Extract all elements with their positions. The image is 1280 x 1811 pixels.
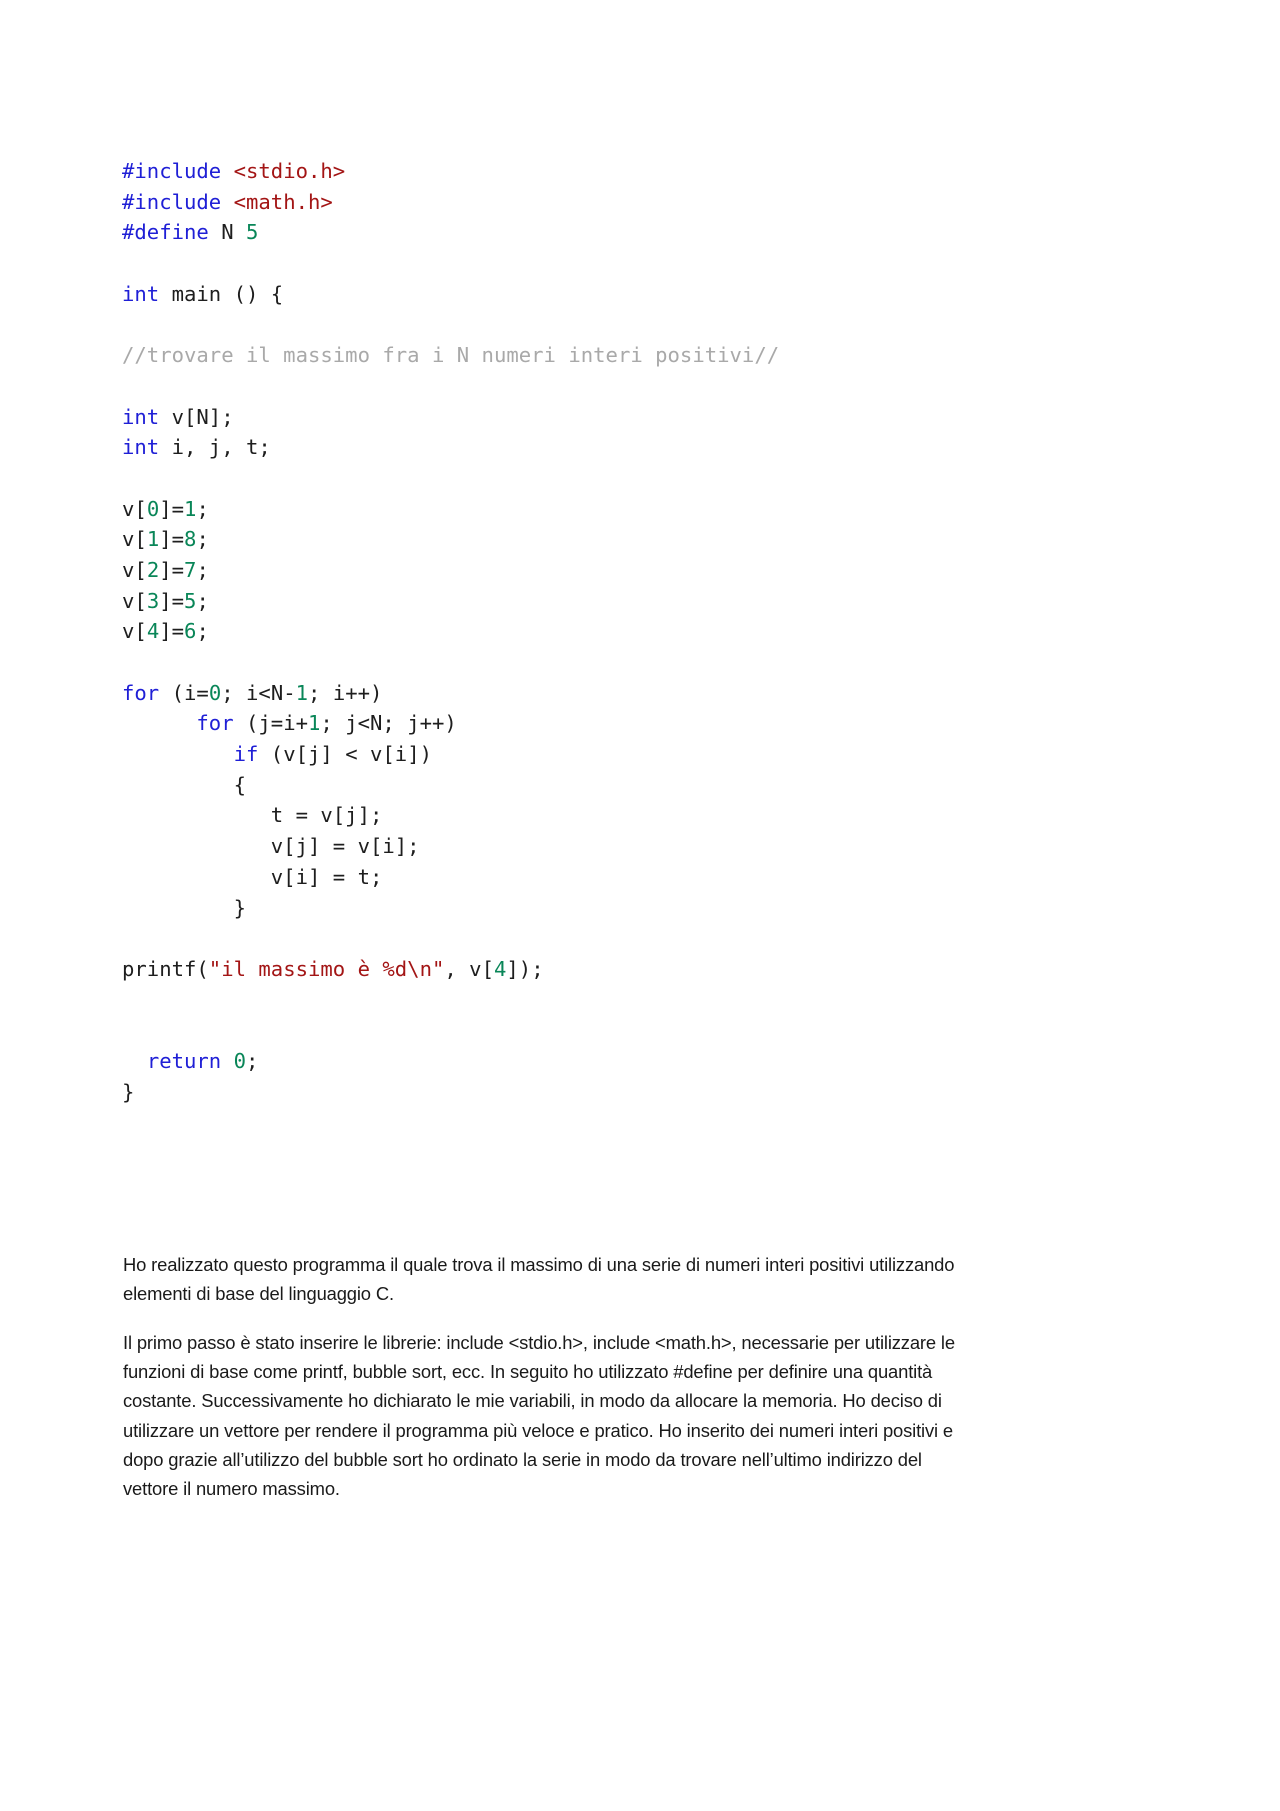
code-token-txt: , v[ xyxy=(444,956,494,981)
code-token-txt: ; xyxy=(196,588,209,613)
paragraph-line: costante. Successivamente ho dichiarato le mie variabili, in modo da allocare la memoria. Ho deciso di xyxy=(123,1390,942,1412)
code-token-num: 6 xyxy=(184,619,197,644)
code-token-pp: #include xyxy=(122,159,234,183)
code-line xyxy=(122,647,779,678)
code-token-txt xyxy=(221,1049,233,1073)
code-token-txt: v[ xyxy=(122,527,147,552)
code-token-num: 8 xyxy=(184,527,197,552)
code-line xyxy=(122,371,779,402)
code-token-txt: ]= xyxy=(159,619,185,644)
code-token-num: 4 xyxy=(146,619,160,644)
code-line xyxy=(122,831,779,862)
code-token-txt: ; xyxy=(196,557,209,582)
code-token-num: 7 xyxy=(184,557,197,582)
code-token-kw: return xyxy=(146,1048,222,1073)
code-token-str: <stdio.h> xyxy=(233,159,346,183)
code-line xyxy=(122,463,779,494)
explanation-text xyxy=(123,1250,1163,1523)
code-line xyxy=(122,616,779,647)
code-line xyxy=(122,217,779,248)
code-line xyxy=(122,954,779,985)
code-token-txt: (j=i+ xyxy=(233,711,309,736)
code-token-txt xyxy=(122,1049,147,1073)
code-token-cmt: //trovare il massimo fra i N numeri interi positivi// xyxy=(122,343,780,368)
code-token-txt: main () { xyxy=(159,281,284,306)
paragraph-intro xyxy=(123,1250,1163,1308)
code-line xyxy=(122,739,779,770)
code-token-kw: int xyxy=(122,281,160,306)
code-line xyxy=(122,770,779,801)
code-token-txt xyxy=(122,711,196,735)
paragraph-line: vettore il numero massimo. xyxy=(123,1477,340,1499)
code-token-txt: v[ xyxy=(122,496,147,521)
code-line xyxy=(122,340,779,371)
code-line xyxy=(122,1015,779,1046)
code-token-pp: #define xyxy=(122,220,209,245)
code-token-txt: } xyxy=(122,1079,135,1104)
code-token-txt: v[ xyxy=(122,619,147,644)
code-token-num: 1 xyxy=(295,680,309,705)
code-line xyxy=(122,800,779,831)
code-token-num: 1 xyxy=(184,496,197,521)
code-token-num: 0 xyxy=(146,496,160,521)
code-token-txt: v[N]; xyxy=(159,404,234,429)
code-token-num: 0 xyxy=(208,680,222,705)
code-token-str: "il massimo è %d\n" xyxy=(208,956,445,981)
code-token-txt: v[j] = v[i]; xyxy=(122,834,420,859)
code-token-txt: v[ xyxy=(122,557,147,582)
code-line xyxy=(122,862,779,893)
code-listing xyxy=(122,156,779,1107)
code-line xyxy=(122,248,779,279)
code-token-num: 5 xyxy=(184,588,197,613)
code-line xyxy=(122,402,779,433)
code-token-kw: int xyxy=(122,435,160,460)
code-token-kw: for xyxy=(196,711,234,736)
code-token-txt: v[ xyxy=(122,588,147,613)
code-token-num: 2 xyxy=(146,557,160,582)
code-line xyxy=(122,923,779,954)
code-token-str: <math.h> xyxy=(233,189,333,214)
code-token-txt: N xyxy=(208,220,246,245)
code-line xyxy=(122,985,779,1016)
code-line xyxy=(122,1046,779,1077)
code-line xyxy=(122,708,779,739)
paragraph-line: Il primo passo è stato inserire le librerie: include <stdio.h>, include <math.h>, necessarie per utilizzare le xyxy=(123,1331,955,1353)
code-token-num: 1 xyxy=(308,711,321,736)
paragraph-line: elementi di base del linguaggio C. xyxy=(123,1283,394,1305)
code-line xyxy=(122,279,779,310)
code-line xyxy=(122,309,779,340)
code-token-txt: } xyxy=(122,895,246,920)
code-token-pp: #include xyxy=(122,189,234,214)
code-token-kw: int xyxy=(122,404,160,429)
code-token-num: 3 xyxy=(146,588,160,613)
code-token-txt: ; i++) xyxy=(308,680,383,705)
code-token-txt: ; xyxy=(196,527,209,552)
code-line xyxy=(122,678,779,709)
code-token-txt: { xyxy=(122,772,246,797)
code-line xyxy=(122,432,779,463)
code-token-txt: ]); xyxy=(506,956,544,981)
paragraph-line: utilizzare un vettore per rendere il programma più veloce e pratico. Ho inserito dei numeri interi positivi e xyxy=(123,1419,954,1441)
code-token-kw: if xyxy=(233,742,259,767)
code-line xyxy=(122,893,779,924)
code-token-num: 4 xyxy=(493,956,507,981)
code-line xyxy=(122,524,779,555)
paragraph-explanation xyxy=(123,1328,1163,1503)
code-token-txt: (i= xyxy=(159,680,209,705)
code-token-txt: ; xyxy=(246,1048,259,1073)
code-token-txt: ; i<N- xyxy=(221,680,296,705)
code-token-txt: t = v[j]; xyxy=(122,803,383,828)
code-token-num: 0 xyxy=(233,1048,247,1073)
paragraph-line: Ho realizzato questo programma il quale trova il massimo di una serie di numeri interi positivi utilizzando xyxy=(123,1254,955,1275)
code-token-num: 5 xyxy=(246,220,259,245)
code-token-kw: for xyxy=(122,680,160,705)
code-line xyxy=(122,586,779,617)
code-token-num: 1 xyxy=(146,527,160,552)
code-token-txt xyxy=(122,742,234,766)
paragraph-line: funzioni di base come printf, bubble sort, ecc. In seguito ho utilizzato #define per definire una quantità xyxy=(123,1361,933,1383)
code-line xyxy=(122,494,779,525)
code-line xyxy=(122,156,779,187)
code-token-txt: ; j<N; j++) xyxy=(320,711,457,736)
code-line xyxy=(122,1077,779,1108)
code-token-txt: i, j, t; xyxy=(159,435,271,460)
code-token-txt: (v[j] < v[i]) xyxy=(258,742,432,767)
paragraph-line: dopo grazie all’utilizzo del bubble sort ho ordinato la serie in modo da trovare nell’ultimo indirizzo del xyxy=(123,1448,922,1470)
code-token-txt: ; xyxy=(196,496,209,521)
code-line xyxy=(122,555,779,586)
code-token-txt: ; xyxy=(196,619,209,644)
code-token-txt: ]= xyxy=(159,496,185,521)
code-token-txt: ]= xyxy=(159,557,185,582)
code-token-txt: printf( xyxy=(122,956,209,981)
code-line xyxy=(122,187,779,218)
code-token-txt: ]= xyxy=(159,527,185,552)
code-token-txt: v[i] = t; xyxy=(122,864,383,889)
code-token-txt: ]= xyxy=(159,588,185,613)
